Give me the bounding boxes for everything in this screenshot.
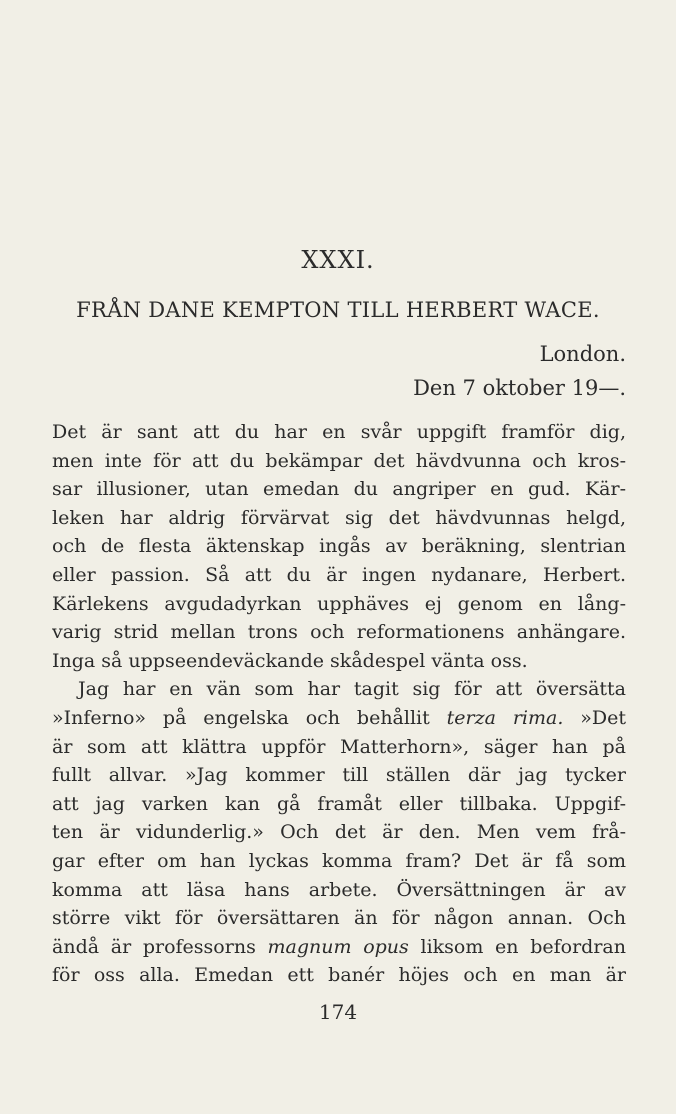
body-line: Inga så uppseendeväckande skådespel vänta oss.	[52, 649, 528, 672]
body-line	[52, 704, 626, 733]
chapter-number: XXXI.	[301, 246, 375, 274]
body-italic-text: magnum opus	[267, 935, 409, 958]
body-line: Det är sant att du har en svår uppgift framför dig,	[52, 421, 626, 443]
body-italic-text: terza rima.	[446, 706, 564, 729]
body-line: Jag har en vän som har tagit sig för att översätta	[78, 678, 626, 701]
body-line: är som att klättra uppför Matterhorn», säger han på	[52, 735, 626, 758]
body-line	[52, 933, 626, 962]
letter-date: Den 7 oktober 19—.	[413, 376, 626, 400]
body-text: »Det	[563, 706, 626, 729]
body-line: att jag varken kan gå framåt eller tillbaka. Uppgif-	[52, 792, 626, 815]
body-line: sar illusioner, utan emedan du angriper en gud. Kär-	[52, 478, 626, 501]
body-line: leken har aldrig förvärvat sig det hävdvunnas helgd,	[52, 506, 626, 529]
body-line: gar efter om han lyckas komma fram? Det är få som	[52, 849, 626, 872]
body-line: men inte för att du bekämpar det hävdvunna och kros-	[52, 449, 626, 472]
body-line: och de flesta äktenskap ingås av beräkning, slentrian	[52, 535, 626, 558]
page-number: 174	[318, 1000, 358, 1024]
body-line: varig strid mellan trons och reformationens anhängare.	[52, 621, 626, 644]
body-line: fullt allvar. »Jag kommer till ställen där jag tycker	[52, 764, 626, 787]
body-line: Kärlekens avgudadyrkan upphäves ej genom en lång-	[52, 592, 626, 615]
body-line: komma att läsa hans arbete. Översättningen är av	[52, 878, 626, 901]
body-text: »Inferno» på engelska och behållit	[52, 706, 447, 729]
body-line: större vikt för översättaren än för någon annan. Och	[52, 907, 626, 930]
letter-place: London.	[539, 342, 626, 366]
body-line: eller passion. Så att du är ingen nydanare, Herbert.	[52, 563, 626, 586]
letter-body	[52, 418, 626, 990]
body-line: ten är vidunderlig.» Och det är den. Men vem frå-	[52, 821, 626, 844]
body-text: liksom en befordran	[408, 935, 626, 958]
chapter-title: FRÅN DANE KEMPTON TILL HERBERT WACE.	[76, 298, 600, 322]
body-text: ändå är professorns	[52, 935, 268, 958]
body-line: för oss alla. Emedan ett banér höjes och en man är	[52, 964, 626, 987]
